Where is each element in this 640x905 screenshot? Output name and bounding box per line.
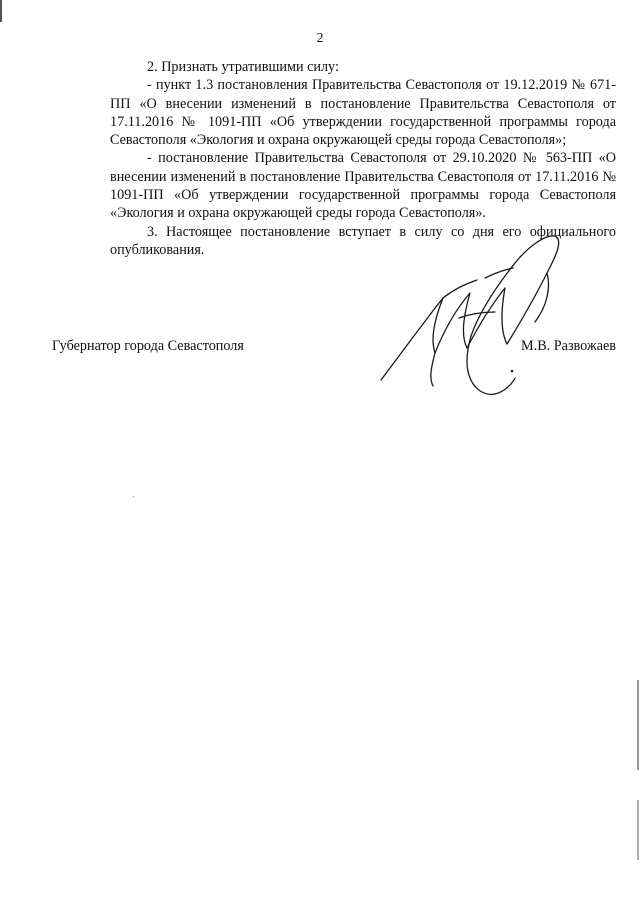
signatory-name: М.В. Развожаев xyxy=(521,338,616,354)
scan-speck xyxy=(133,496,134,497)
page-number: 2 xyxy=(316,31,324,46)
paragraph-repealed-item-1: - пункт 1.3 постановления Правительства Севастополя от 19.12.2019 № 671-ПП «О внесении изменений в постановление Правительства Севастополя от 17.11.2016 № 1091-ПП «Об утверждении государственной программы города Севастополя «Экология и охрана окружающей среды города Севастополя»; xyxy=(110,77,616,149)
paragraph-clause-3: 3. Настоящее постановление вступает в силу со дня его официального опубликования. xyxy=(110,223,616,258)
paragraph-clause-2: 2. Признать утратившими силу: xyxy=(147,59,339,75)
scan-edge-mark xyxy=(637,800,639,860)
scan-edge-mark xyxy=(637,680,639,770)
handwritten-signature-icon xyxy=(375,218,600,418)
paragraph-repealed-item-2: - постановление Правительства Севастополя от 29.10.2020 № 563-ПП «О внесении изменений в постановление Правительства Севастополя от 17.11.2016 № 1091-ПП «Об утверждении государственной программы города Севастополя «Экология и охрана окружающей среды города Севастополя». xyxy=(110,150,616,222)
signatory-title: Губернатор города Севастополя xyxy=(52,338,244,354)
scan-edge-mark xyxy=(0,0,2,22)
